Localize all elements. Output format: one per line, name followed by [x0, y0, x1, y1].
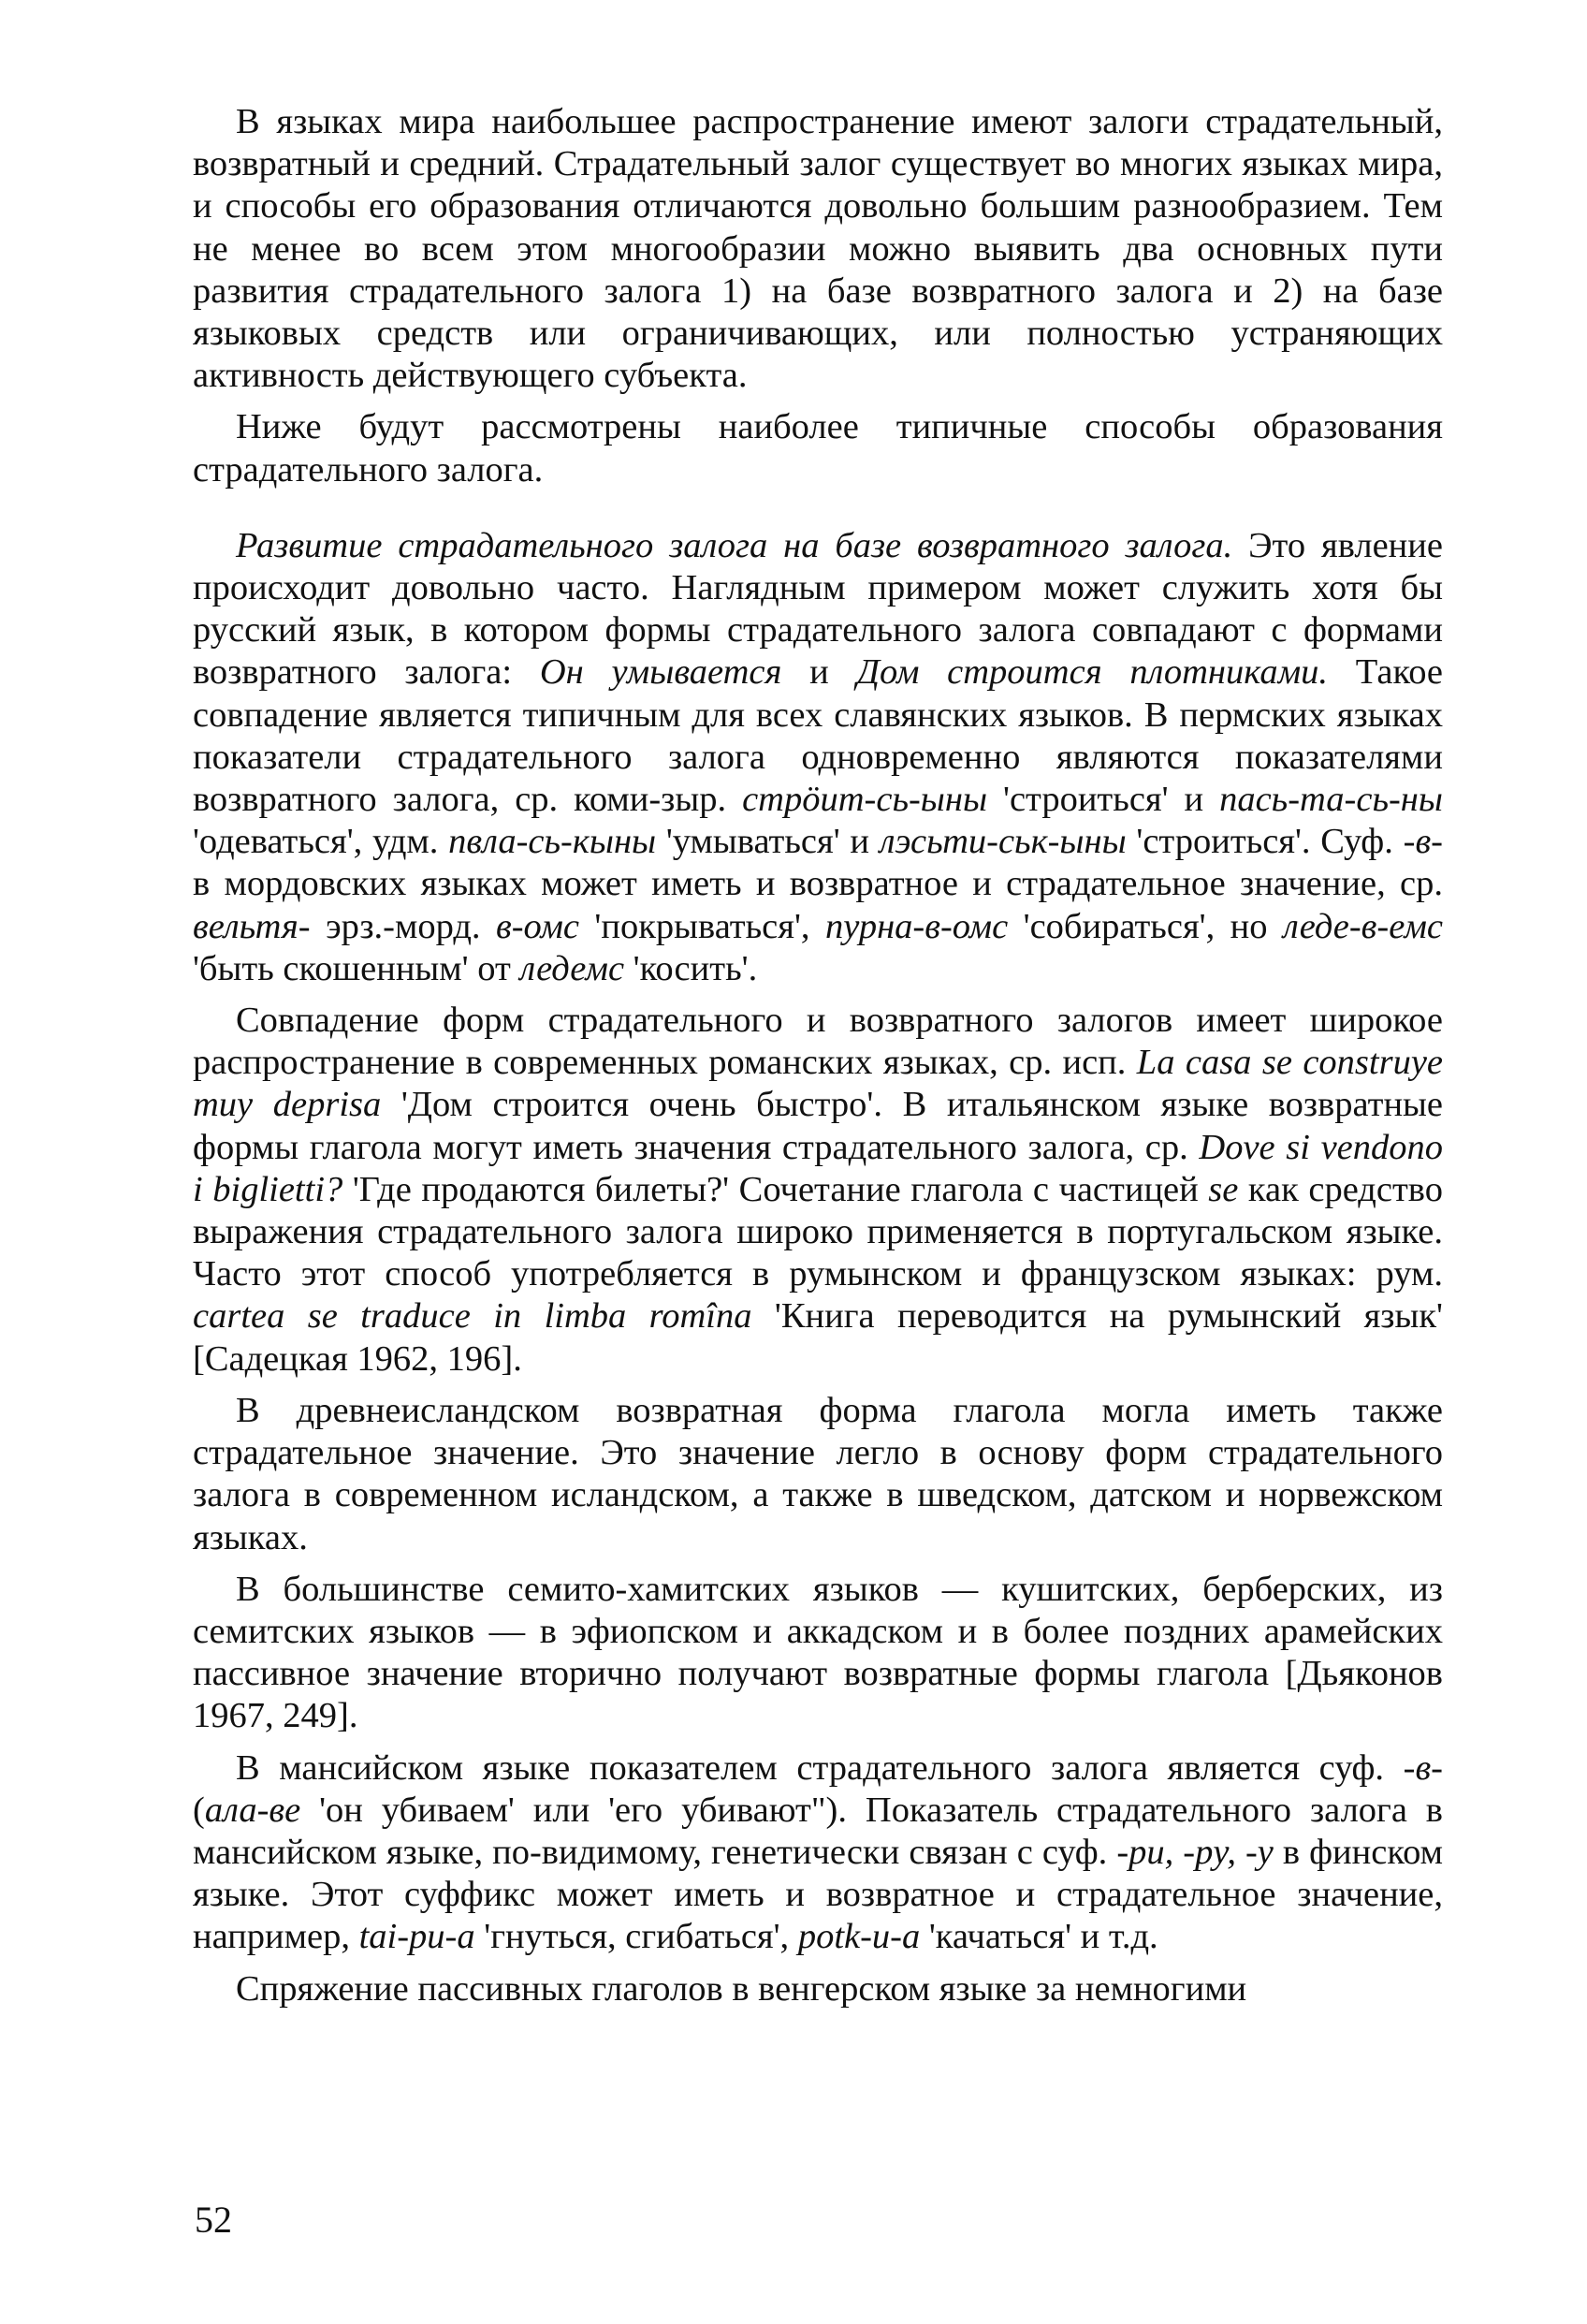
example: лэсьти-ськ-ыны: [879, 822, 1127, 862]
text-run: в финском языке. Этот суффикс может иметь и возвратное и страдательное значение, например,: [193, 1832, 1443, 1957]
example: ала-ве: [204, 1790, 301, 1830]
page-number: 52: [195, 2199, 232, 2241]
paragraph-old-icelandic: [193, 1390, 1443, 1559]
text-run: 'косить'.: [624, 948, 758, 988]
paragraph-semito-hamitic: [193, 1569, 1443, 1738]
text-run: 'строиться' и: [987, 780, 1220, 820]
paragraph-text: В большинстве семито-хамитских языков — кушитских, берберских, из семитских языков — в эфиопском и аккадском и в более поздних арамейских пассивное значение вторично получают возвратные формы глагола [Дьяконов 1967, 249].: [193, 1569, 1443, 1736]
text-run: Такое совпадение является типичным для всех славянских языков. В пермских языках показатели страдательного залога одновременно являются показателями возвратного залога, ср. коми-зыр.: [193, 652, 1444, 820]
text-run: (: [193, 1790, 205, 1830]
text-run: эрз.-морд.: [310, 906, 496, 946]
text-run: 'качаться' и т.д.: [920, 1917, 1158, 1957]
example: tai-pu-a: [358, 1917, 475, 1957]
text-run: Совпадение форм страдательного и возвратного залогов имеет широкое распространение в современных романских языках, ср. исп.: [193, 1001, 1443, 1083]
paragraph-text: В языках мира наибольшее распространение имеют залоги страдательный, возвратный и средний. Страдательный залог существует во многих языках мира, и способы его образования отличаются довольно большим разнообразием. Тем не менее во всем этом многообразии можно выявить два основных пути развития страдательного залога 1) на базе возвратного залога и 2) на базе языковых средств или ограничивающих, или полностью устраняющих активность действующего субъекта.: [193, 102, 1443, 396]
text-run: 'одеваться', удм.: [193, 822, 449, 862]
example: пась-та-сь-ны: [1219, 780, 1443, 820]
example: пурна-в-омс: [824, 906, 1009, 946]
example: -pu, -py, -y: [1116, 1832, 1274, 1872]
example: леде-в-емс: [1282, 906, 1444, 946]
example: в-омс: [496, 906, 579, 946]
example: Dove si vendono i biglietti?: [193, 1127, 1444, 1209]
text-run: возвратная: [616, 1390, 783, 1430]
paragraph-voices-overview: [193, 101, 1443, 397]
text-run: 'собираться', но: [1008, 906, 1283, 946]
example: Он умывается: [539, 652, 782, 693]
paragraph-mansi: [193, 1747, 1443, 1959]
example: стрöит-сь-ыны: [742, 780, 988, 820]
text-run: и: [781, 652, 857, 693]
paragraph-romance: [193, 1000, 1443, 1381]
text-run: 'быть скошенным' от: [193, 948, 520, 988]
text-run: 'он убиваем' или 'его убивают"). Показатель страдательного залога в мансийском языке, по-видимому, генетически связан с суф.: [193, 1790, 1443, 1872]
paragraph-text: Ниже будут рассмотрены наиболее типичные способы образования страдательного залога.: [193, 407, 1443, 490]
section-heading: Развитие страдательного залога на базе возвратного залога.: [236, 525, 1233, 565]
example: -в-: [1403, 1747, 1443, 1788]
example: -в-: [1403, 822, 1443, 862]
text-run: 'Где продаются билеты?' Сочетание глагола с частицей: [342, 1169, 1209, 1209]
text-run: 'гнуться, сгибаться',: [474, 1917, 798, 1957]
example: вельтя-: [193, 906, 311, 946]
page-body: [193, 101, 1443, 2020]
example: cartea se traduce in limba romîna: [193, 1296, 752, 1337]
text-run: 'Дом строится очень быстро'. В итальянском языке возвратные формы глагола могут иметь значения страдательного залога,: [193, 1085, 1444, 1167]
text-run: 'покрываться',: [578, 906, 825, 946]
example: potk-u-a: [797, 1917, 921, 1957]
paragraph-intro-methods: [193, 406, 1443, 490]
paragraph-hungarian: [193, 1968, 1443, 2010]
text-run: [253, 1085, 273, 1124]
example: пвла-сь-кыны: [448, 822, 657, 862]
text-run: 'строиться'. Суф.: [1126, 822, 1404, 862]
text-run: в мордовских языках может иметь и возвратное и страдательное значение, ср.: [193, 864, 1443, 904]
text-run: 'Книга переводится на румынский язык' [Садецкая 1962, 196].: [193, 1296, 1443, 1379]
example: La casa se construye muy: [193, 1043, 1443, 1125]
example: Дом строится плотниками.: [856, 652, 1329, 693]
text-run: В древнеисландском: [236, 1390, 617, 1430]
text-run: 'умываться' и: [656, 822, 880, 862]
text-run: В мансийском языке показателем страдательного залога является суф.: [236, 1747, 1404, 1788]
text-run: форма глагола могла иметь также страдательное значение. Это значение легло в основу форм страдательного залога в современном исландском, а также в шведском, датском и норвежском языках.: [193, 1390, 1443, 1557]
example: ледемс: [519, 948, 625, 988]
text-run: Это явление происходит довольно часто. Наглядным примером может служить хотя бы русский язык, в котором формы страдательного залога совпадают с формами возвратного залога:: [193, 525, 1443, 693]
text-run: ср.: [1144, 1127, 1200, 1167]
example: deprisa: [272, 1085, 382, 1125]
text-run: как средство выражения страдательного залога широко применяется в португальском языке. Часто этот способ употребляется в румынском и французском языках: рум.: [193, 1169, 1443, 1294]
paragraph-text: Спряжение пассивных глаголов в венгерском языке за немногими: [236, 1968, 1247, 2009]
paragraph-reflexive-base: [193, 525, 1443, 990]
example: se: [1208, 1169, 1239, 1209]
